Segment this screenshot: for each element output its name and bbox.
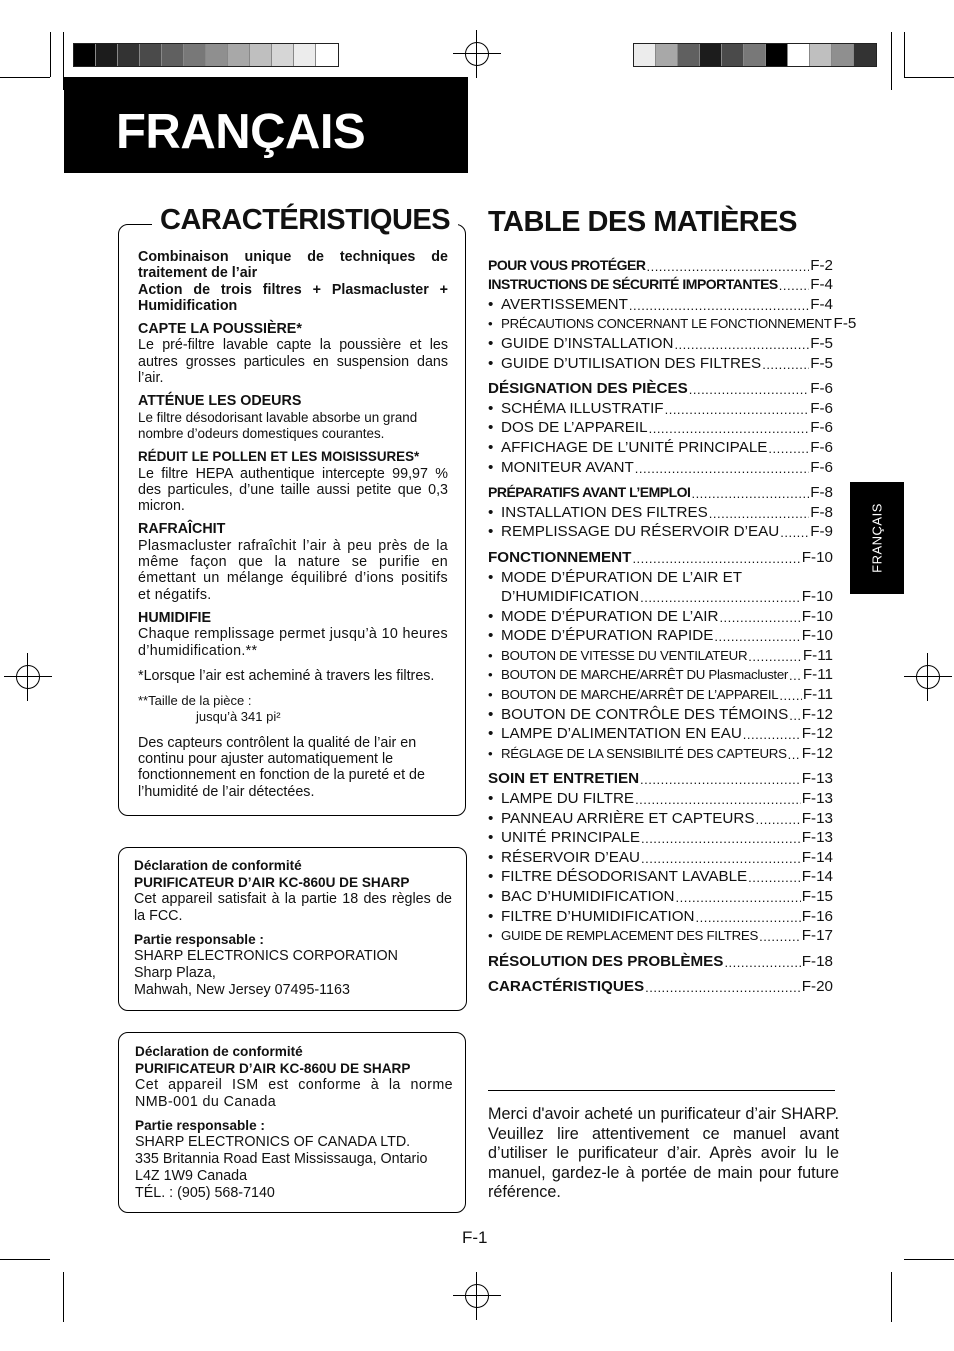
toc-section [488,254,833,274]
color-swatch [162,44,184,66]
bullet: • [488,647,493,663]
toc-entry [488,605,833,625]
features-note-2b: jusqu’à 341 pi² [196,709,281,725]
toc-page: F-18 [801,952,833,970]
feature-text: Le pré-filtre lavable capte la poussière et les autres grosses particules en suspension dans l’air. [138,337,448,387]
toc-label [488,829,640,846]
feature-title: CAPTE LA POUSSIÈRE* [138,321,302,338]
toc-entry [488,501,833,521]
toc-entry [488,521,833,541]
declaration-party-label: Partie responsable : [135,1118,265,1133]
declaration-title: Déclaration de conformité [134,858,302,873]
color-swatch [656,44,678,66]
toc-page: F-6 [810,399,833,417]
toc-label-text: FILTRE D’HUMIDIFICATION [501,907,695,925]
bullet: • [488,354,494,372]
toc-label [488,810,754,827]
color-swatch [228,44,250,66]
toc-entry [488,352,833,372]
toc-label-text: LAMPE DU FILTRE [501,790,635,808]
bullet: • [488,928,493,944]
toc-entry [488,905,833,925]
dot-leader [629,298,809,313]
toc-label [488,927,758,944]
registration-mark-top [453,30,501,78]
registration-mark-bottom [453,1272,501,1320]
toc-label-text: INSTALLATION DES FILTRES [501,503,708,521]
toc-page: F-13 [801,770,833,788]
toc-section [488,546,833,566]
toc-label [488,849,640,866]
declaration-ca-box [118,1032,466,1213]
bullet: • [488,888,494,905]
bullet: • [488,809,494,827]
dot-leader [641,851,801,866]
toc-label [488,355,761,372]
toc-page: F-17 [801,927,833,945]
toc-label [488,745,787,762]
toc-label [488,686,778,703]
toc-entry [488,417,833,437]
declaration-party-label: Partie responsable : [134,932,264,947]
dot-leader [640,590,801,605]
toc-page: F-5 [833,315,857,333]
dot-leader [743,727,801,742]
toc-section [488,950,833,970]
toc-label [488,276,778,293]
bullet: • [488,438,494,456]
toc-entry [488,644,833,664]
bullet: • [488,705,494,723]
bullet: • [488,503,494,521]
toc-page: F-15 [801,888,833,905]
toc-label-text: BOUTON DE MARCHE/ARRÊT DE L’APPAREIL [501,687,779,703]
toc-label-text: BAC D’HUMIDIFICATION [501,888,675,905]
toc-label-text: DÉSIGNATION DES PIÈCES [488,380,688,398]
toc-page: F-4 [810,295,833,313]
bullet: • [488,419,494,437]
toc-page: F-14 [801,868,833,886]
dot-leader [780,525,809,540]
toc-label-text: POUR VOUS PROTÉGER [488,256,646,273]
toc-entry [488,846,833,866]
toc-page: F-6 [810,438,833,456]
toc-page: F-14 [801,848,833,866]
toc-page: F-10 [801,548,833,566]
feature-title: HUMIDIFIE [138,609,212,626]
toc-section [488,768,833,788]
dot-leader [719,610,800,625]
toc-label-text: FILTRE DÉSODORISANT LAVABLE [501,868,748,886]
toc-entry [488,683,833,703]
toc-page: F-6 [810,380,833,398]
toc-entry [488,397,833,417]
toc-label-text: UNITÉ PRINCIPALE [501,829,640,847]
bullet: • [488,790,494,808]
feature-title: RÉDUIT LE POLLEN ET LES MOISISSURES* [138,449,420,465]
bullet: • [488,745,493,761]
toc-entry [488,827,833,847]
dot-leader [755,812,800,827]
dot-leader [788,747,801,762]
toc-section [488,482,833,502]
bullet: • [488,458,494,476]
toc-section [488,378,833,398]
dot-leader [646,259,809,274]
color-swatch [184,44,206,66]
feature-text: Le filtre HEPA authentique intercepte 99,97 % des particules, d’une taille aussi petite que 0,3 micron. [138,465,448,515]
toc-page: F-11 [802,686,833,704]
toc-label-text: DOS DE L’APPAREIL [501,419,648,437]
declaration-product: PURIFICATEUR D’AIR KC-860U DE SHARP [135,1061,411,1076]
color-swatch [140,44,162,66]
declaration-us-box [118,847,467,1011]
toc-label-text: PRÉPARATIFS AVANT L’EMPLOI [488,484,691,501]
feature-text: Le filtre désodorisant lavable absorbe un grand nombre d’odeurs domestiques courantes. [138,409,418,441]
toc-entry [488,332,833,352]
toc-page: F-6 [810,419,833,437]
toc-label-text: PANNEAU ARRIÈRE ET CAPTEURS [501,809,755,827]
registration-mark-left [4,653,52,701]
language-tab-label: FRANÇAIS [869,503,885,573]
toc-entry [488,925,833,945]
toc-label [488,647,747,664]
toc-label [488,257,645,274]
toc-page: F-16 [801,907,833,925]
page-title: FRANÇAIS [116,105,366,159]
toc-label-text: BOUTON DE CONTRÔLE DES TÉMOINS [501,705,789,723]
color-swatch [96,44,118,66]
registration-mark-right [904,653,952,701]
toc-page: F-12 [801,725,833,743]
toc-label [488,888,675,905]
color-swatch [294,44,316,66]
color-swatch [722,44,744,66]
thank-you-text: Merci d'avoir acheté un purificateur d’air SHARP. Veuillez lire attentivement ce manuel avant d’utiliser le purificateur d’air. Après avoir lu le manuel, gardez-le à portée de main pour future référence. [488,1105,839,1201]
toc-page: F-12 [801,705,833,723]
features-note-2a: **Taille de la pièce : [138,693,252,709]
toc-page: F-8 [810,503,833,521]
toc-label [488,484,690,501]
color-swatch [788,44,810,66]
toc-label-text: MODE D’ÉPURATION RAPIDE [501,627,714,645]
toc-label [488,400,664,417]
color-swatch [854,44,876,66]
toc-page: F-2 [810,256,833,274]
declaration-text: Cet appareil ISM est conforme à la norme NMB-001 du Canada [135,1077,453,1110]
toc-page: F-10 [801,607,833,625]
toc-page: F-11 [802,666,833,684]
dot-leader [689,382,809,397]
toc-label-text: MODE D’ÉPURATION DE L’AIR ET [501,568,743,586]
toc-label [488,608,718,625]
toc-label-text: LAMPE D’ALIMENTATION EN EAU [501,725,742,743]
declaration-party-line: 335 Britannia Road East Mississauga, Ontario [135,1151,428,1167]
toc-label [488,978,644,995]
declaration-text: Cet appareil satisfait à la partie 18 des règles de la FCC. [134,891,452,924]
bullet: • [488,868,494,886]
toc-page: F-8 [810,484,833,502]
feature-text: Plasmacluster rafraîchit l’air à peu près de la même façon que la nature se purifie en émettant un mélange équilibré d’ions positifs et négatifs. [138,537,448,603]
toc-label [488,725,742,742]
toc-label [488,549,631,566]
color-swatch [272,44,294,66]
toc-entry [488,885,833,905]
toc-page: F-13 [801,790,833,808]
dot-leader [645,980,801,995]
bullet: • [488,334,494,352]
color-bar-left [73,43,339,67]
color-swatch [250,44,272,66]
toc-page: F-4 [810,276,833,294]
declaration-party-line: SHARP ELECTRONICS CORPORATION [134,948,399,964]
toc-entry [488,313,857,333]
toc-label [488,419,648,436]
toc-entry [488,703,833,723]
dot-leader [748,870,801,885]
color-swatch [206,44,228,66]
toc-page: F-13 [801,809,833,827]
declaration-product: PURIFICATEUR D’AIR KC-860U DE SHARP [134,875,410,890]
toc-page: F-10 [801,588,833,606]
toc-label-text: SCHÉMA ILLUSTRATIF [501,399,664,417]
toc-label [488,569,742,586]
dot-leader [762,357,809,372]
toc-label-text: BOUTON DE MARCHE/ARRÊT DU Plasmacluster [501,667,789,683]
dot-leader [674,337,809,352]
features-note-1: *Lorsque l’air est acheminé à travers les filtres. [138,667,435,684]
toc-label-text: PRÉCAUTIONS CONCERNANT LE FONCTIONNEMENT [501,316,832,332]
toc-label [488,908,695,925]
bullet: • [488,399,494,417]
features-intro-2: Action de trois filtres + Plasmacluster + Humidification [138,281,448,314]
bullet: • [488,568,494,586]
toc-page: F-10 [801,627,833,645]
bullet: • [488,725,494,743]
toc-entry [488,586,833,606]
toc-label [488,790,634,807]
bullet: • [488,829,494,847]
toc-label-text: MONITEUR AVANT [501,458,634,476]
feature-title: RAFRAÎCHIT [138,521,226,538]
toc-label-text: GUIDE D’INSTALLATION [501,334,674,352]
toc-label [488,770,639,787]
toc-label [488,315,832,332]
dot-leader [724,955,800,970]
table-of-contents [488,254,857,996]
dot-leader [640,772,801,787]
toc-page: F-11 [802,646,833,664]
toc-label [488,523,779,540]
color-swatch [766,44,788,66]
toc-label [488,296,628,313]
toc-label [488,588,639,605]
dot-leader [665,402,810,417]
toc-entry [488,723,833,743]
toc-label [488,868,747,885]
dot-leader [709,506,809,521]
dot-leader [676,890,801,905]
declaration-party-line: SHARP ELECTRONICS OF CANADA LTD. [135,1134,411,1150]
toc-page: F-13 [801,829,833,847]
page-number: F-1 [462,1228,488,1247]
dot-leader [759,929,801,944]
toc-label [488,380,688,397]
bullet: • [488,607,494,625]
toc-section [488,274,833,294]
dot-leader [714,629,800,644]
features-heading: CARACTÉRISTIQUES [152,206,458,235]
toc-page: F-9 [810,523,833,541]
dot-leader [789,708,801,723]
toc-page: F-12 [801,744,833,762]
divider [488,1090,835,1091]
dot-leader [632,551,800,566]
toc-entry [488,866,833,886]
bullet: • [488,907,494,925]
toc-entry [488,566,833,586]
color-swatch [832,44,854,66]
color-swatch [810,44,832,66]
toc-label-text: RÉSERVOIR D’EAU [501,848,640,866]
toc-entry [488,625,833,645]
dot-leader [641,831,801,846]
toc-label [488,504,708,521]
toc-label [488,666,788,683]
features-intro-1: Combinaison unique de techniques de traitement de l’air [138,249,448,282]
toc-entry [488,456,833,476]
toc-entry [488,807,833,827]
bullet: • [488,687,493,703]
toc-label-text: MODE D’ÉPURATION DE L’AIR [501,607,719,625]
dot-leader [779,278,809,293]
toc-label [488,953,723,970]
bullet: • [488,523,494,541]
color-swatch [700,44,722,66]
language-tab [850,482,904,594]
toc-label-text: SOIN ET ENTRETIEN [488,770,640,788]
declaration-party-line: L4Z 1W9 Canada [135,1168,248,1184]
toc-page: F-20 [801,978,833,996]
toc-label-text: FONCTIONNEMENT [488,548,632,566]
toc-label-text: RÉSOLUTION DES PROBLÈMES [488,952,724,970]
bullet: • [488,295,494,313]
bullet: • [488,667,493,683]
color-swatch [634,44,656,66]
color-swatch [678,44,700,66]
dot-leader [649,421,810,436]
feature-text: Chaque remplissage permet jusqu’à 10 heures d’humidification.** [138,626,448,659]
toc-label-text: GUIDE D’UTILISATION DES FILTRES [501,354,762,372]
toc-page: F-6 [810,458,833,476]
declaration-title: Déclaration de conformité [135,1044,303,1059]
toc-label-text: BOUTON DE VITESSE DU VENTILATEUR [501,647,748,663]
toc-entry [488,293,833,313]
toc-section [488,976,833,996]
dot-leader [696,910,801,925]
dot-leader [779,688,802,703]
toc-label [488,439,767,456]
dot-leader [691,486,809,501]
toc-label [488,627,713,644]
declaration-party-line: Mahwah, New Jersey 07495-1163 [134,982,350,998]
declaration-party-line: Sharp Plaza, [134,965,216,981]
color-swatch [74,44,96,66]
toc-label-text: AVERTISSEMENT [501,295,628,313]
toc-page: F-5 [810,354,833,372]
dot-leader [748,649,802,664]
color-swatch [316,44,338,66]
toc-label [488,335,673,352]
dot-leader [789,668,802,683]
toc-label-text: D’HUMIDIFICATION [501,588,640,606]
toc-label-text: AFFICHAGE DE L’UNITÉ PRINCIPALE [501,438,768,456]
toc-label-text: RÉGLAGE DE LA SENSIBILITÉ DES CAPTEURS [501,745,787,761]
toc-label [488,706,788,723]
toc-entry [488,664,833,684]
toc-entry [488,787,833,807]
toc-entry [488,436,833,456]
dot-leader [768,441,809,456]
toc-label-text: GUIDE DE REMPLACEMENT DES FILTRES [501,928,759,944]
features-closing: Des capteurs contrôlent la qualité de l’air en continu pour ajuster automatiquement le fonctionnement en fonction de la pureté et de l’humidité de l’air détectées. [138,734,425,800]
feature-title: ATTÉNUE LES ODEURS [138,393,302,410]
declaration-party-line: TÉL. : (905) 568-7140 [135,1185,275,1201]
color-swatch [118,44,140,66]
dot-leader [635,792,801,807]
toc-page: F-5 [810,334,833,352]
toc-entry [488,742,833,762]
toc-label-text: CARACTÉRISTIQUES [488,978,645,996]
toc-label-text: INSTRUCTIONS DE SÉCURITÉ IMPORTANTES [488,276,778,293]
features-content [138,249,448,800]
bullet: • [488,848,494,866]
color-bar-right [633,43,877,67]
toc-heading: TABLE DES MATIÈRES [488,206,797,238]
dot-leader [635,461,809,476]
color-swatch [744,44,766,66]
toc-label [488,459,634,476]
bullet: • [488,627,494,645]
toc-label-text: REMPLISSAGE DU RÉSERVOIR D’EAU [501,523,780,541]
bullet: • [488,316,493,332]
